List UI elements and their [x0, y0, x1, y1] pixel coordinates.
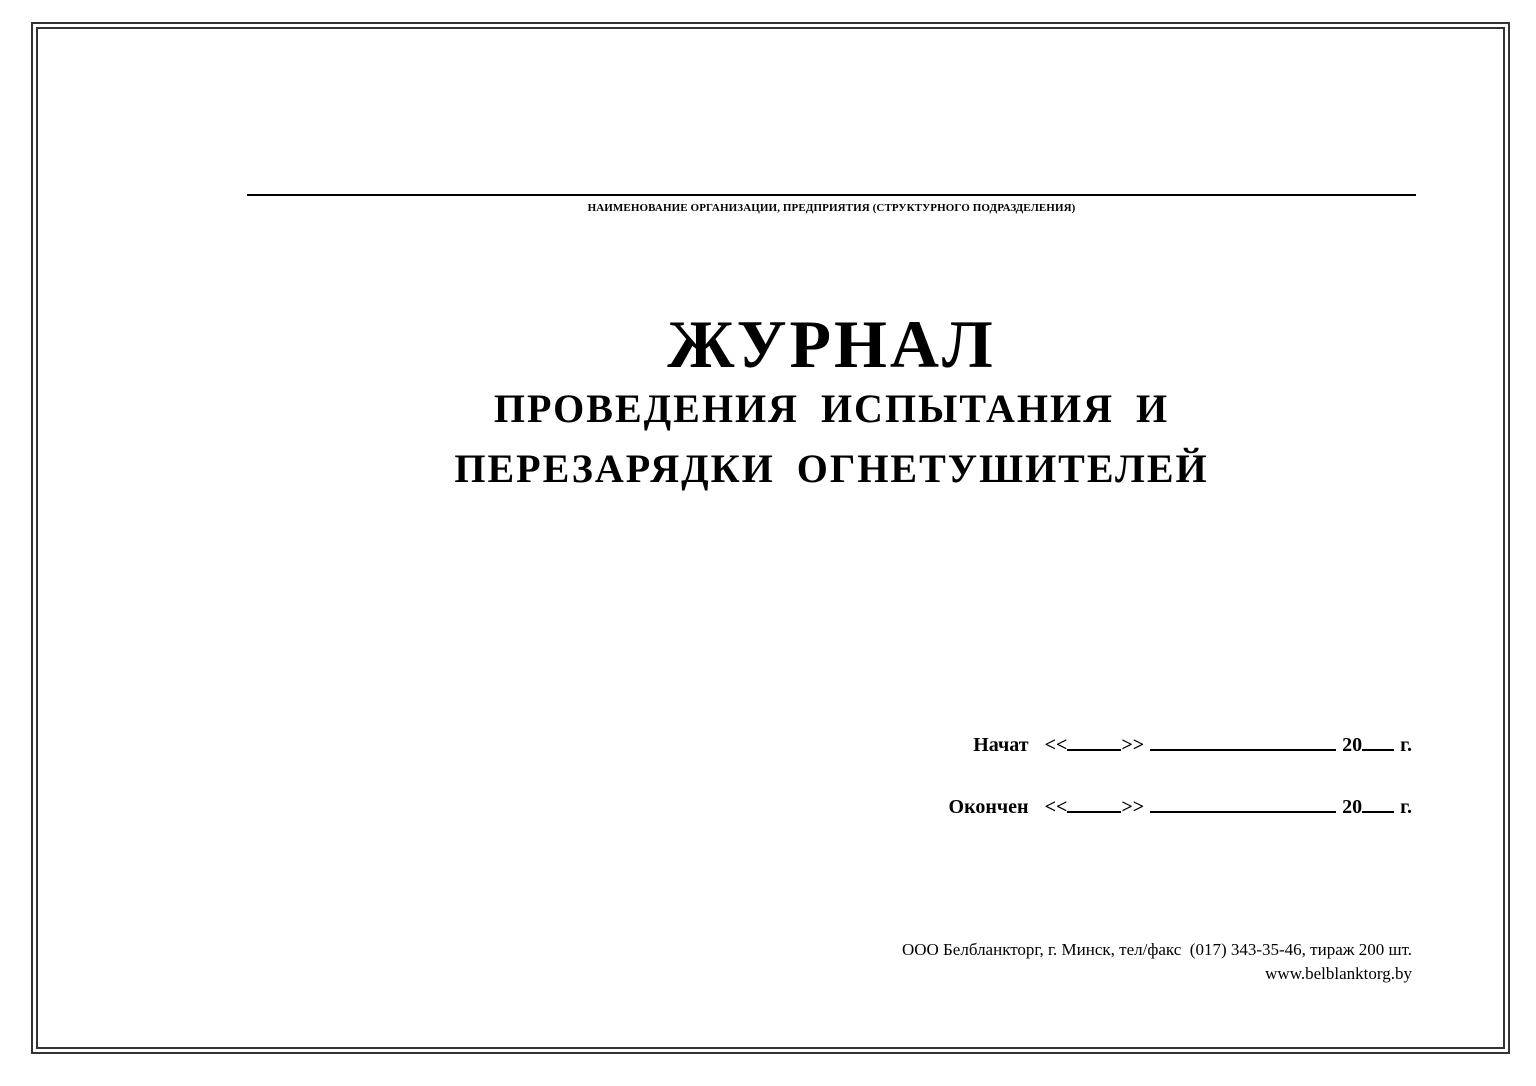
publisher-website: www.belblanktorg.by [1265, 964, 1412, 983]
journal-subtitle-line-2: ПЕРЕЗАРЯДКИ ОГНЕТУШИТЕЛЕЙ [454, 446, 1209, 491]
year-prefix: 20 [1342, 734, 1363, 756]
year-suffix: г. [1400, 734, 1412, 756]
started-date-row [973, 731, 1412, 757]
started-label: Начат [973, 734, 1029, 756]
journal-subtitle-line-1: ПРОВЕДЕНИЯ ИСПЫТАНИЯ И [493, 386, 1170, 431]
publisher-info [902, 938, 1412, 986]
started-year-blank [1362, 731, 1394, 751]
finished-day-blank [1067, 793, 1121, 813]
started-month-blank [1150, 731, 1336, 751]
finished-label: Окончен [948, 796, 1029, 818]
organization-name-line [247, 194, 1416, 196]
finished-date-row [949, 793, 1412, 819]
year-prefix: 20 [1342, 796, 1363, 818]
finished-month-blank [1150, 793, 1336, 813]
organization-name-caption: НАИМЕНОВАНИЕ ОРГАНИЗАЦИИ, ПРЕДПРИЯТИЯ (СТРУКТУРНОГО ПОДРАЗДЕЛЕНИЯ) [587, 202, 1076, 214]
publisher-line-1: ООО Белбланкторг, г. Минск, тел/факс (017) 343-35-46, тираж 200 шт. [901, 940, 1412, 959]
year-suffix: г. [1400, 796, 1412, 818]
journal-title: ЖУРНАЛ [667, 306, 996, 382]
day-open-quote: << [1044, 734, 1068, 756]
day-close-quote: >> [1121, 734, 1145, 756]
day-open-quote: << [1044, 796, 1068, 818]
page-border-inner [36, 27, 1505, 1049]
day-close-quote: >> [1121, 796, 1145, 818]
finished-year-blank [1362, 793, 1394, 813]
started-day-blank [1067, 731, 1121, 751]
